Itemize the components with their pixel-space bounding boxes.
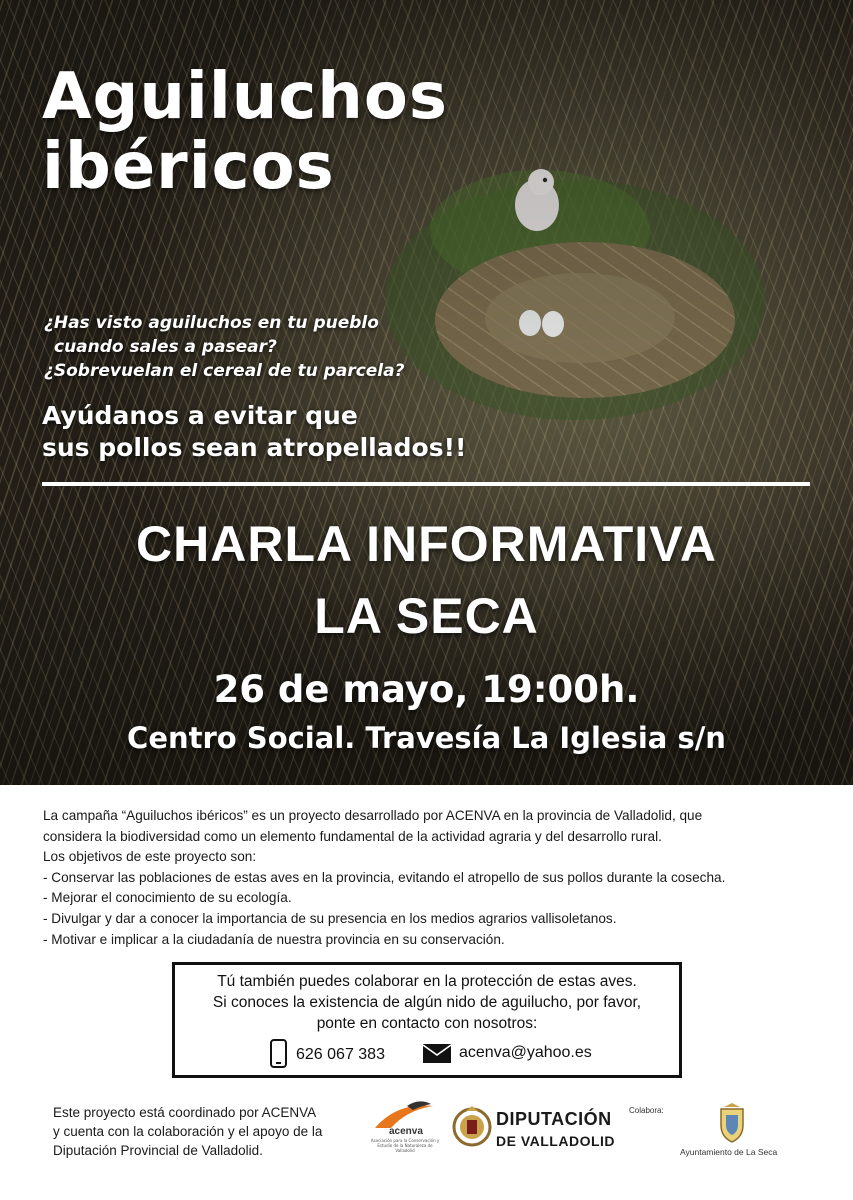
objective-item: - Motivar e implicar a la ciudadanía de nuestra provincia en su conservación. [43, 931, 505, 947]
objective-item: - Divulgar y dar a conocer la importancia de su presencia en los medios agrarios vallisoletanos. [43, 910, 617, 926]
question-1: ¿Has visto aguiluchos en tu pueblo [44, 313, 379, 333]
poster-title [42, 62, 562, 202]
help-line-2: sus pollos sean atropellados!! [42, 433, 467, 462]
diputacion-line-2: DE VALLADOLID [496, 1133, 616, 1149]
objective-item: - Conservar las poblaciones de estas aves en la provincia, evitando el atropello de sus pollos durante la cosecha. [43, 869, 726, 885]
acenva-name: acenva [389, 1126, 423, 1137]
event-date: 26 de mayo, 19:00h. [213, 668, 640, 711]
footer-coordination-text [53, 1103, 363, 1160]
colabora-label: Colabora: [629, 1106, 664, 1115]
phone-number-link[interactable]: 626 067 383 [296, 1046, 385, 1063]
event-location: Centro Social. Travesía La Iglesia s/n [127, 721, 726, 755]
contact-line-2: Si conoces la existencia de algún nido de aguilucho, por favor, [212, 994, 642, 1011]
help-callout [42, 400, 512, 464]
acenva-subtitle: Asociación para la Conservación y Estudio de la Naturaleza de Valladolid [370, 1138, 440, 1153]
objective-item: - Mejorar el conocimiento de su ecología. [43, 890, 292, 906]
divider-line [42, 482, 810, 486]
footer-line-2: y cuenta con la colaboración y el apoyo de la [53, 1124, 323, 1139]
contact-details [175, 1039, 679, 1069]
question-3: ¿Sobrevuelan el cereal de tu parcela? [44, 361, 405, 381]
title-line-2: ibéricos [42, 130, 335, 204]
email-link[interactable]: acenva@yahoo.es [459, 1044, 592, 1061]
envelope-icon [422, 1042, 452, 1064]
diputacion-wordmark [496, 1108, 615, 1152]
description-line: Los objetivos de este proyecto son: [43, 849, 257, 865]
campaign-description [43, 806, 823, 950]
contact-box [172, 962, 682, 1078]
footer-line-1: Este proyecto está coordinado por ACENVA [53, 1105, 317, 1120]
phone-icon [269, 1039, 289, 1069]
question-2: cuando sales a pasear? [54, 337, 277, 357]
help-line-1: Ayúdanos a evitar que [42, 401, 358, 430]
footer-line-3: Diputación Provincial de Valladolid. [53, 1143, 263, 1158]
contact-line-1: Tú también puedes colaborar en la protección de estas aves. [217, 973, 637, 990]
ayuntamiento-shield-icon [718, 1103, 746, 1143]
event-heading-line-1: CHARLA INFORMATIVA [136, 516, 717, 572]
contact-line-3: ponte en contacto con nosotros: [316, 1015, 538, 1032]
diputacion-line-1: DIPUTACIÓN [496, 1109, 612, 1129]
description-line: considera la biodiversidad como un elemento fundamental de la actividad agraria y del desarrollo rural. [43, 828, 662, 844]
ayuntamiento-label: Ayuntamiento de La Seca [680, 1147, 778, 1157]
diputacion-seal-icon [452, 1105, 492, 1149]
title-line-1: Aguiluchos [42, 60, 448, 134]
acenva-logo [367, 1100, 441, 1156]
description-line: La campaña “Aguiluchos ibéricos” es un proyecto desarrollado por ACENVA en la provincia de Valladolid, que [43, 808, 703, 823]
event-heading-line-2: LA SECA [314, 588, 539, 644]
